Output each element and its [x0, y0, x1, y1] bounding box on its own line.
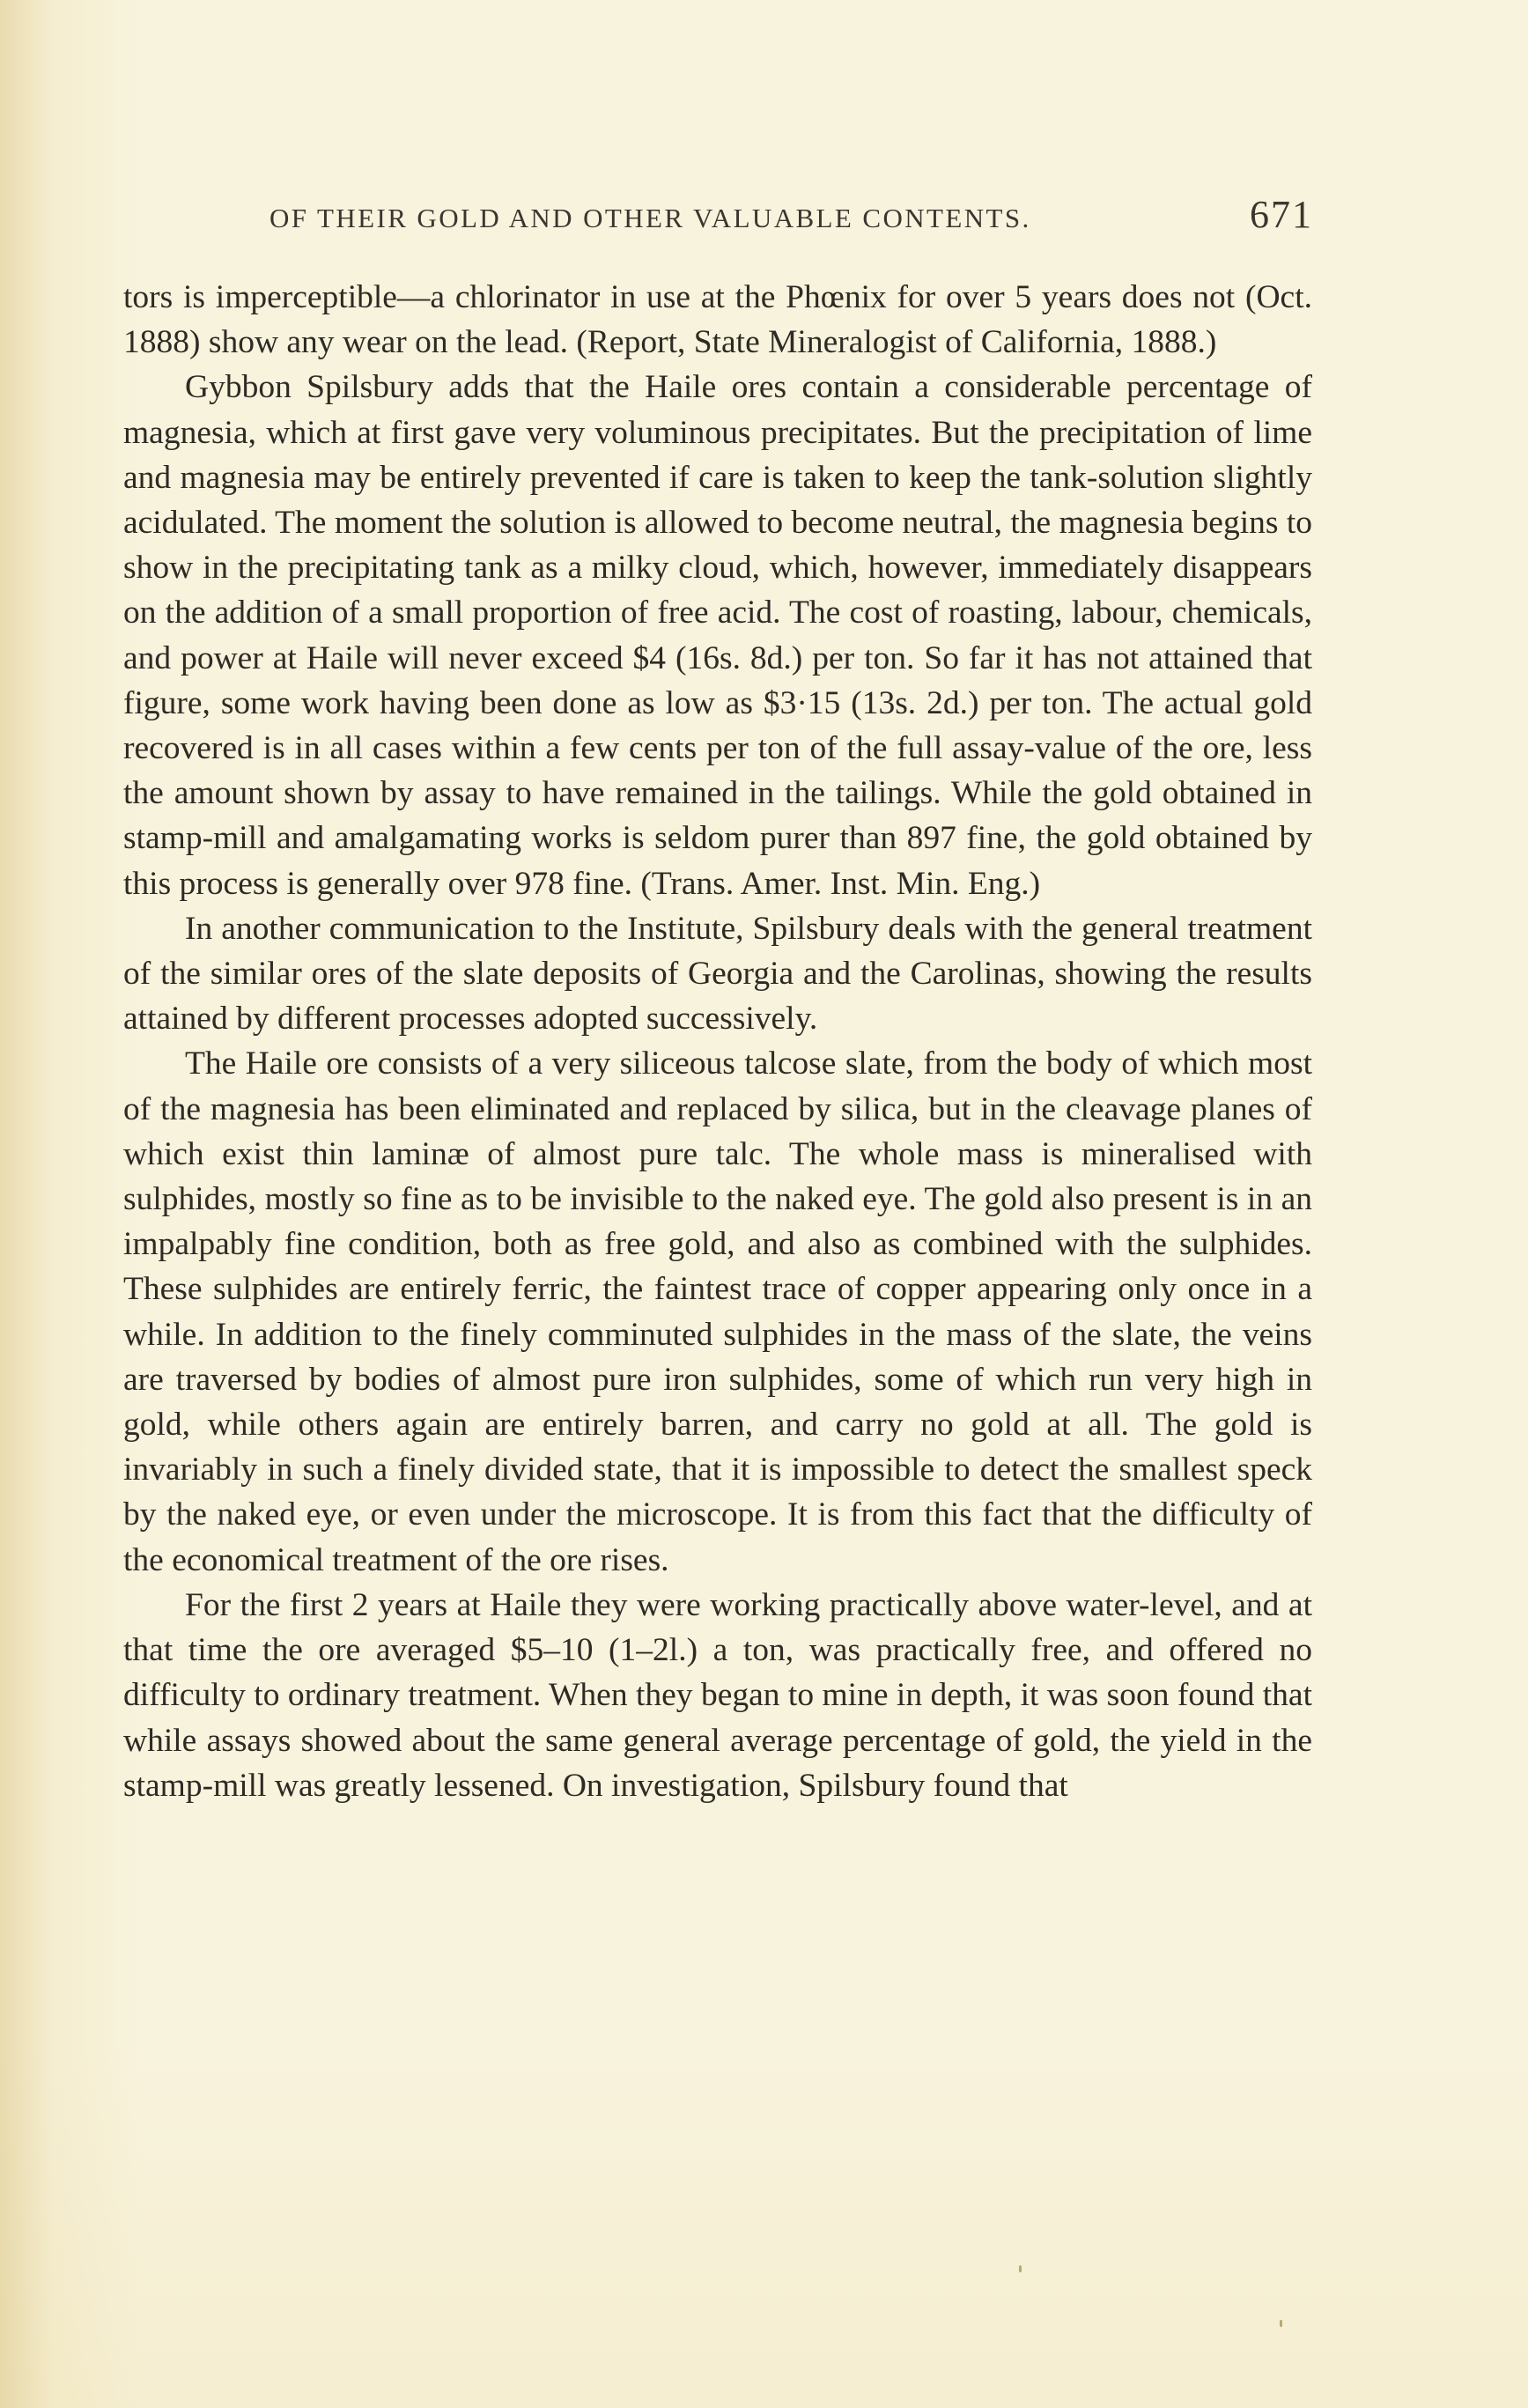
page-number: 671: [1250, 193, 1313, 236]
paragraph-haile-ore-description: The Haile ore consists of a very siliceous talcose slate, from the body of which most of the magnesia has been eliminated and replaced by silica, but in the cleavage planes of which exist thin laminæ of almost pure talc. The whole mass is mineralised with sulphides, mostly so fine as to be invisible to the naked eye. The gold also present is in an impalpably fine condition, both as free gold, and also as combined with the sulphides. These sulphides are entirely ferric, the faintest trace of copper appearing only once in a while. In addition to the finely comminuted sulphides in the mass of the slate, the veins are traversed by bodies of almost pure iron sulphides, some of which run very high in gold, while others again are entirely barren, and carry no gold at all. The gold is invariably in such a finely divided state, that it is impossible to detect the smallest speck by the naked eye, or even under the microscope. It is from this fact that the difficulty of the economical treatment of the ore rises.: [123, 1045, 1312, 1578]
paragraph-haile-magnesia: Gybbon Spilsbury adds that the Haile ores contain a considerable percentage of magnesia, which at first gave very voluminous precipitates. But the precipitation of lime and magnesia may be entirely prevented if care is taken to keep the tank-solution slightly acidulated. The moment the solution is allowed to become neutral, the magnesia begins to show in the precipitating tank as a milky cloud, which, however, immediately disappears on the addition of a small proportion of free acid. The cost of roasting, labour, chemicals, and power at Haile will never exceed $4 (16s. 8d.) per ton. So far it has not attained that figure, some work having been done as low as $3·15 (13s. 2d.) per ton. The actual gold recovered is in all cases within a few cents per ton of the full assay-value of the ore, less the amount shown by assay to have remained in the tailings. While the gold obtained in stamp-mill and amalgamating works is seldom purer than 897 fine, the gold obtained by this process is generally over 978 fine. (Trans. Amer. Inst. Min. Eng.): [123, 369, 1312, 902]
paper-speck: [1280, 2320, 1282, 2327]
paragraph-first-years: For the first 2 years at Haile they were working practically above water-level, and at that time the ore averaged $5–10 (1–2l.) a ton, was practically free, and offered no difficulty to ordinary treatment. When they began to mine in depth, it was soon found that while assays showed about the same general average percentage of gold, the yield in the stamp-mill was greatly lessened. On investigation, Spilsbury found that: [123, 1586, 1312, 1804]
body-text: [123, 275, 1312, 1808]
paper-speck: [1019, 2265, 1022, 2272]
paragraph-continued: tors is imperceptible—a chlorinator in use at the Phœnix for over 5 years does not (Oct. 1888) show any wear on the lead. (Report, State Mineralogist of California, 1888.): [123, 279, 1312, 361]
running-title: OF THEIR GOLD AND OTHER VALUABLE CONTENTS.: [269, 203, 1031, 233]
paragraph-institute-communication: In another communication to the Institute, Spilsbury deals with the general treatment of the similar ores of the slate deposits of Georgia and the Carolinas, showing the results attained by different processes adopted successively.: [123, 910, 1312, 1038]
running-head: [269, 192, 1313, 236]
